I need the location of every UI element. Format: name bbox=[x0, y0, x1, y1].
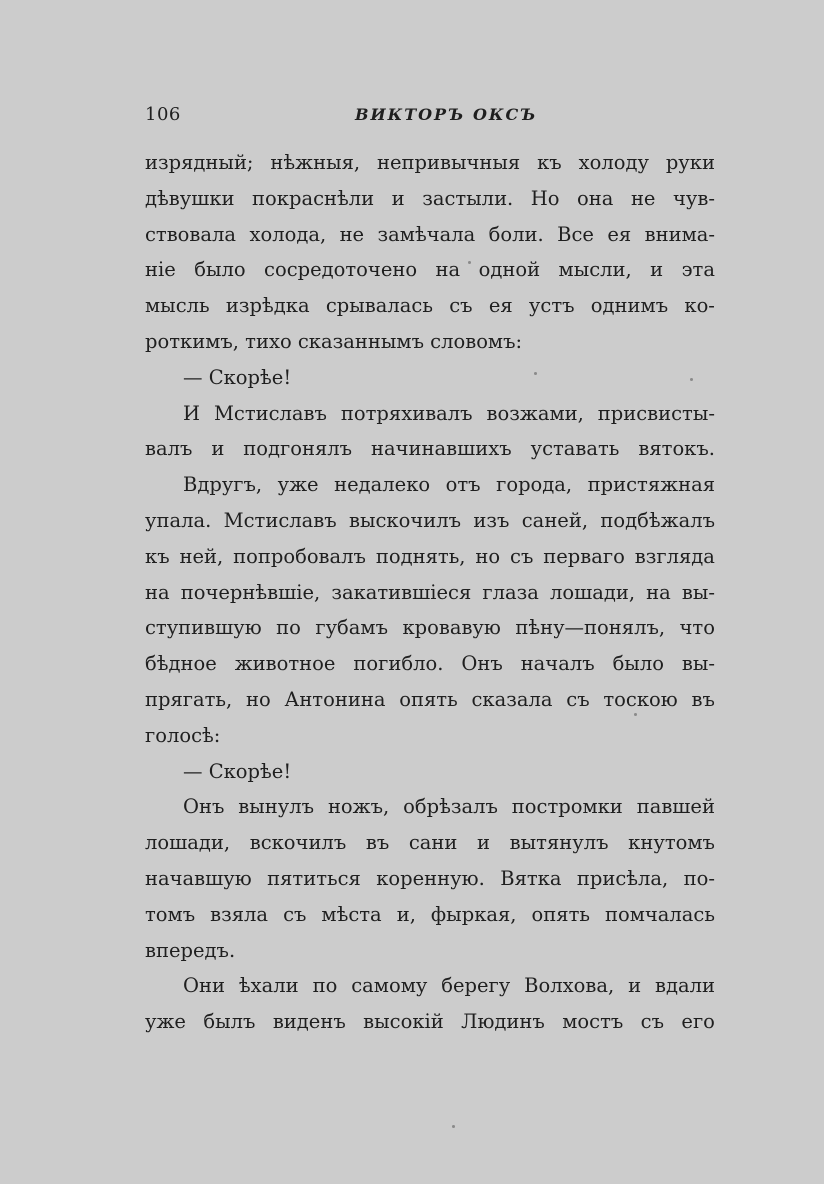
word: упала. bbox=[145, 508, 212, 532]
word: поднять, bbox=[375, 544, 466, 568]
paper-speck bbox=[468, 261, 471, 264]
word: опять bbox=[531, 902, 590, 926]
word: сказала bbox=[471, 687, 553, 711]
word: по bbox=[276, 616, 301, 640]
word: съ bbox=[566, 687, 590, 711]
text-line: роткимъ, тихо сказаннымъ словомъ: bbox=[145, 329, 523, 353]
text-line bbox=[145, 503, 715, 539]
word: и, bbox=[396, 902, 416, 926]
word: берегу bbox=[441, 974, 511, 998]
word: на bbox=[646, 580, 671, 604]
text-line bbox=[145, 181, 715, 217]
word: изрѣдка bbox=[225, 294, 310, 318]
word: кнутомъ bbox=[628, 831, 715, 855]
word: томъ bbox=[145, 902, 196, 926]
word: высокій bbox=[363, 1010, 444, 1034]
text-line bbox=[145, 682, 715, 718]
word: къ bbox=[537, 151, 562, 174]
word: эта bbox=[681, 258, 715, 282]
word: мѣста bbox=[321, 902, 382, 926]
word: возжами, bbox=[486, 401, 584, 425]
text-line bbox=[145, 145, 715, 181]
word: нѣжныя, bbox=[270, 151, 361, 174]
word: вытянулъ bbox=[509, 831, 609, 855]
word: устъ bbox=[528, 294, 575, 318]
text-line bbox=[145, 646, 715, 682]
word: ступившую bbox=[145, 616, 262, 640]
text-line bbox=[145, 825, 715, 861]
word: взяла bbox=[210, 902, 269, 926]
paper-speck bbox=[534, 372, 537, 375]
word: по bbox=[312, 974, 338, 998]
word: и bbox=[477, 831, 491, 855]
word: Антонина bbox=[284, 687, 386, 711]
word: отъ bbox=[445, 473, 481, 497]
word: самому bbox=[351, 974, 428, 998]
word: постромки bbox=[511, 795, 623, 819]
text-line bbox=[145, 968, 715, 1004]
text-line bbox=[145, 467, 715, 503]
word: недалеко bbox=[334, 473, 431, 497]
word: пѣну—понялъ, bbox=[515, 616, 666, 640]
word: уставать bbox=[530, 437, 620, 461]
word: пятиться bbox=[267, 866, 361, 890]
text-line bbox=[145, 789, 715, 825]
word: выскочилъ bbox=[349, 508, 462, 532]
word: присвисты- bbox=[597, 401, 715, 425]
word: присѣла, bbox=[576, 866, 669, 890]
text-line: голосѣ: bbox=[145, 723, 221, 747]
word: начавшую bbox=[145, 866, 252, 890]
text-line bbox=[145, 610, 715, 646]
word: ея bbox=[488, 294, 513, 318]
word: чув- bbox=[673, 186, 715, 210]
word: почернѣвшіе, bbox=[180, 580, 321, 604]
text-line bbox=[145, 217, 715, 253]
word: фыркая, bbox=[430, 902, 517, 926]
word: помчалась bbox=[605, 902, 715, 926]
word: и bbox=[650, 258, 664, 282]
word: виденъ bbox=[272, 1010, 346, 1034]
word: изрядный; bbox=[145, 151, 254, 174]
word: губамъ bbox=[315, 616, 388, 640]
word: Онъ bbox=[183, 795, 225, 819]
word: однимъ bbox=[590, 294, 669, 318]
word: Вдругъ, bbox=[183, 473, 263, 497]
word: попробовалъ bbox=[233, 544, 366, 568]
word: началъ bbox=[520, 652, 595, 676]
text-line: — Скорѣе! bbox=[183, 759, 292, 783]
word: тоскою bbox=[603, 687, 678, 711]
word: въ bbox=[365, 831, 390, 855]
word: подбѣжалъ bbox=[600, 508, 715, 532]
word: коренную. bbox=[376, 866, 485, 890]
word: холода, bbox=[249, 222, 327, 246]
text-line bbox=[145, 575, 715, 611]
word: бѣдное bbox=[145, 652, 217, 676]
word: съ bbox=[640, 1010, 664, 1034]
text-line bbox=[145, 431, 715, 467]
word: Людинъ bbox=[461, 1010, 545, 1034]
word: на bbox=[435, 258, 461, 282]
word: павшей bbox=[636, 795, 715, 819]
word: ножъ, bbox=[327, 795, 390, 819]
word: застыли. bbox=[422, 186, 514, 210]
word: Вятка bbox=[500, 866, 562, 890]
word: въ bbox=[691, 687, 715, 711]
word: взгляда bbox=[634, 544, 715, 568]
word: но bbox=[475, 544, 501, 568]
paper-speck bbox=[452, 1125, 455, 1128]
word: ніе bbox=[145, 258, 176, 282]
word: Онъ bbox=[461, 652, 503, 676]
word: было bbox=[194, 258, 246, 282]
word: покраснѣли bbox=[252, 186, 375, 210]
word: съ bbox=[449, 294, 473, 318]
word: погибло. bbox=[353, 652, 444, 676]
word: вскочилъ bbox=[249, 831, 347, 855]
word: подгонялъ bbox=[243, 437, 353, 461]
word: ней, bbox=[179, 544, 224, 568]
word: срывалась bbox=[325, 294, 433, 318]
text-line bbox=[145, 861, 715, 897]
word: непривычныя bbox=[376, 151, 521, 174]
word: дѣвушки bbox=[145, 186, 235, 210]
word: не bbox=[339, 222, 365, 246]
word: глаза bbox=[482, 580, 539, 604]
word: ко- bbox=[684, 294, 715, 318]
word: животное bbox=[234, 652, 336, 676]
word: Все bbox=[557, 222, 594, 246]
word: мысли, bbox=[558, 258, 632, 282]
word: Мстиславъ bbox=[213, 401, 327, 425]
word: но bbox=[246, 687, 271, 711]
word: съ bbox=[510, 544, 534, 568]
word: вы- bbox=[681, 580, 715, 604]
word: вятокъ. bbox=[638, 437, 715, 461]
word: опять bbox=[399, 687, 458, 711]
word: саней, bbox=[521, 508, 589, 532]
word: къ bbox=[145, 544, 170, 568]
word: кровавую bbox=[402, 616, 501, 640]
word: на bbox=[145, 580, 170, 604]
word: внима- bbox=[644, 222, 715, 246]
running-title: ВИКТОРЪ ОКСЪ bbox=[355, 105, 538, 124]
word: вынулъ bbox=[238, 795, 315, 819]
word: ея bbox=[607, 222, 632, 246]
word: и bbox=[628, 974, 642, 998]
text-line bbox=[145, 252, 715, 288]
body-text bbox=[145, 145, 715, 1040]
paper-speck bbox=[634, 713, 637, 716]
word: былъ bbox=[203, 1010, 256, 1034]
word: и bbox=[211, 437, 225, 461]
text-line: — Скорѣе! bbox=[183, 365, 292, 389]
word: ствовала bbox=[145, 222, 237, 246]
word: сосредоточено bbox=[264, 258, 418, 282]
word: лошади, bbox=[549, 580, 636, 604]
text-line: впередъ. bbox=[145, 938, 236, 962]
page-header bbox=[145, 100, 715, 130]
text-line bbox=[145, 396, 715, 432]
word: замѣчала bbox=[377, 222, 476, 246]
word: боли. bbox=[488, 222, 544, 246]
word: Но bbox=[530, 186, 560, 210]
word: закатившіеся bbox=[331, 580, 472, 604]
word: мысль bbox=[145, 294, 210, 318]
word: и bbox=[391, 186, 405, 210]
paper-speck bbox=[690, 378, 693, 381]
word: потряхивалъ bbox=[340, 401, 473, 425]
word: его bbox=[681, 1010, 715, 1034]
word: было bbox=[612, 652, 664, 676]
word: Волхова, bbox=[524, 974, 615, 998]
word: по- bbox=[683, 866, 715, 890]
word: что bbox=[679, 616, 715, 640]
word: не bbox=[630, 186, 656, 210]
word: Они bbox=[183, 974, 225, 998]
word: руки bbox=[665, 151, 715, 174]
word: Мстиславъ bbox=[223, 508, 337, 532]
text-line bbox=[145, 897, 715, 933]
word: прягать, bbox=[145, 687, 233, 711]
word: пристяжная bbox=[587, 473, 715, 497]
word: вдали bbox=[654, 974, 715, 998]
word: обрѣзалъ bbox=[403, 795, 498, 819]
word: холоду bbox=[578, 151, 649, 174]
text-line bbox=[145, 1004, 715, 1040]
word: города, bbox=[496, 473, 573, 497]
word: она bbox=[577, 186, 614, 210]
word: уже bbox=[145, 1010, 186, 1034]
word: лошади, bbox=[145, 831, 231, 855]
word: вы- bbox=[681, 652, 715, 676]
word: одной bbox=[478, 258, 541, 282]
word: ѣхали bbox=[238, 974, 299, 998]
word: сани bbox=[408, 831, 458, 855]
word: перваго bbox=[543, 544, 625, 568]
text-line bbox=[145, 288, 715, 324]
word: мостъ bbox=[562, 1010, 624, 1034]
word: начинавшихъ bbox=[371, 437, 512, 461]
text-line bbox=[145, 539, 715, 575]
word: съ bbox=[283, 902, 307, 926]
page-number: 106 bbox=[145, 104, 181, 125]
word: уже bbox=[277, 473, 319, 497]
word: валъ bbox=[145, 437, 193, 461]
word: И bbox=[183, 401, 201, 425]
word: изъ bbox=[473, 508, 510, 532]
